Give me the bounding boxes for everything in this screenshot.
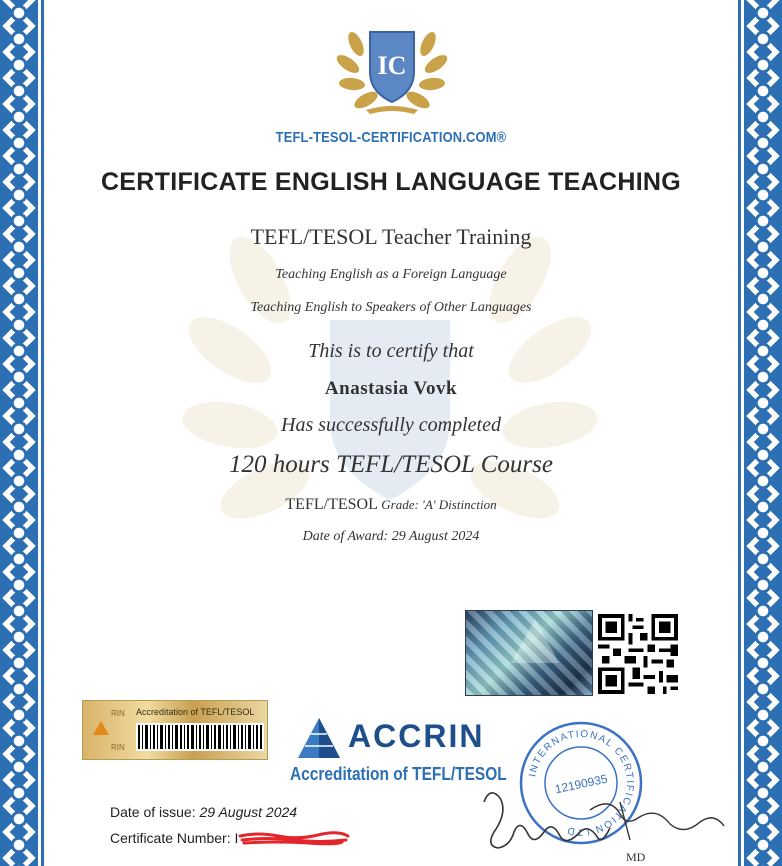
accrin-pyramid-icon [296,716,342,760]
logo-initials: IC [377,51,407,80]
signer-title: MD [626,850,646,864]
issue-date [110,804,297,820]
ic-laurel-logo [336,14,448,116]
certificate-number [110,830,238,846]
qr-code-icon [596,614,680,694]
accrin-brand: ACCRIN [348,718,485,754]
tefl-definition: Teaching English as a Foreign Language [275,267,507,282]
sticker-triangle-icon [93,721,109,735]
issue-date-value: 29 August 2024 [199,804,298,820]
sticker-mark-top: RIN [111,709,125,718]
program-title: TEFL/TESOL Teacher Training [250,224,532,249]
sticker-mark-bottom: RIN [111,743,125,752]
site-name: TEFL-TESOL-CERTIFICATION.COM® [275,129,507,146]
certificate-title: CERTIFICATE ENGLISH LANGUAGE TEACHING [100,168,682,196]
recipient-name: Anastasia Vovk [324,378,458,399]
certificate-number-label: Certificate Number: [110,830,231,846]
signature-icon [470,780,730,860]
issue-date-label: Date of issue: [110,804,196,820]
hologram-seal [465,610,593,696]
stamp-ring-text: INTERNATIONAL CERTIFICATION LTD [527,728,636,838]
sticker-label: Accreditation of TEFL/TESOL [136,707,255,717]
grade-prefix: TEFL/TESOL [285,496,378,513]
stamp-number: 12190935 [553,771,609,797]
accrin-subtitle: Accreditation of TEFL/TESOL [290,764,507,784]
grade-line [0,496,782,514]
barcode-icon [136,723,264,751]
grade-value: Grade: 'A' Distinction [381,497,497,512]
accreditation-sticker [82,700,268,760]
course-name: 120 hours TEFL/TESOL Course [229,451,553,478]
award-date: Date of Award: 29 August 2024 [302,529,480,544]
certify-statement: This is to certify that [308,340,474,362]
tesol-definition: Teaching English to Speakers of Other Languages [250,300,532,315]
certificate-number-value: I [234,830,239,846]
completed-statement: Has successfully completed [281,414,501,436]
redaction-scribble [238,830,350,846]
hologram-triangle-icon [511,619,559,663]
